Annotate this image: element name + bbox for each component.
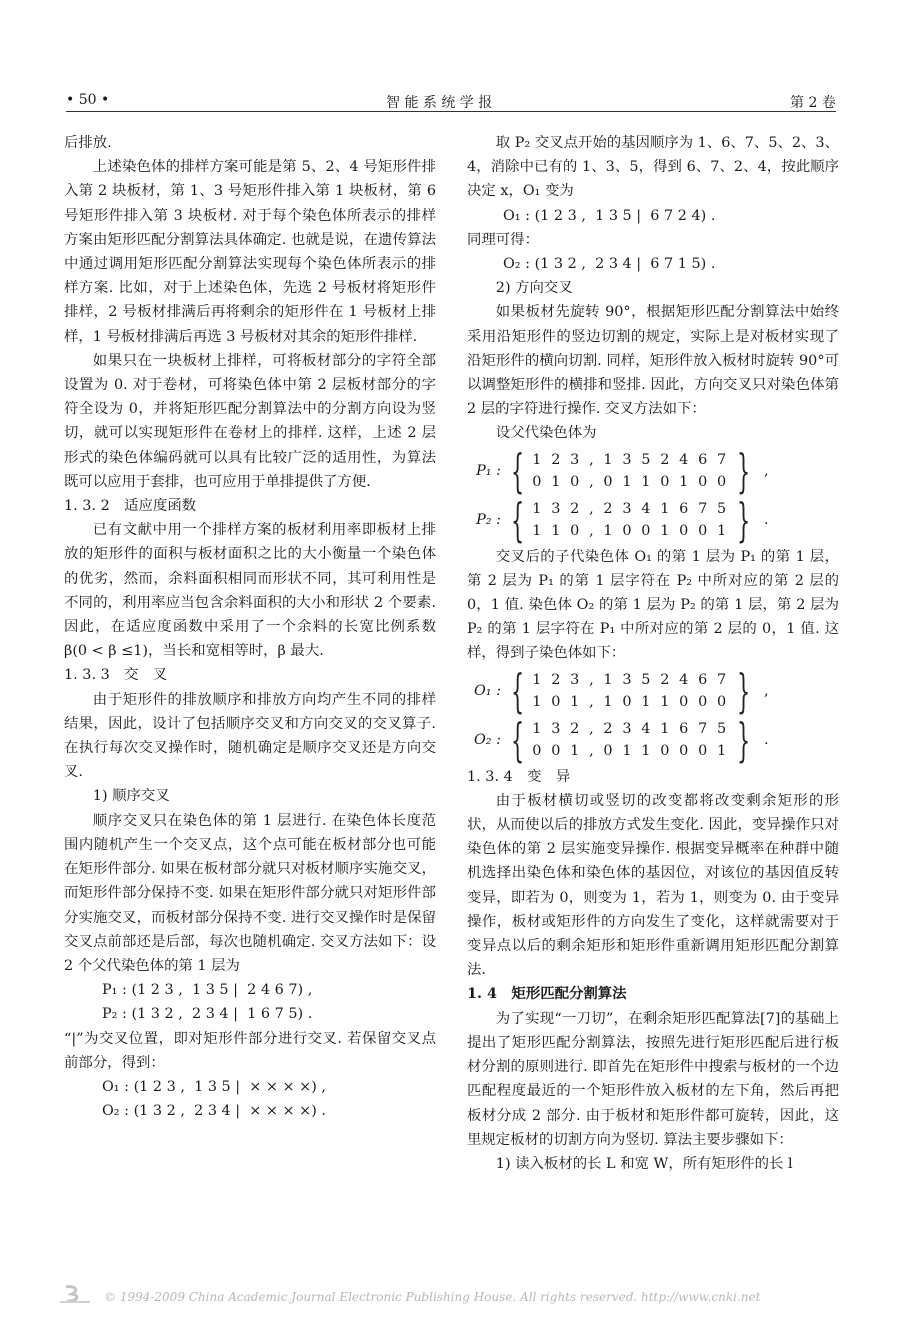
left-brace: { <box>511 712 525 767</box>
matrix-row: 1 1 0 , 1 0 0 1 0 0 1 <box>532 522 729 539</box>
right-brace: } <box>736 712 750 767</box>
section-heading: 1. 3. 3 交 叉 <box>64 667 168 684</box>
right-brace: } <box>736 663 750 718</box>
paragraph: 同理可得： <box>467 231 539 248</box>
matrix-label: O₂ : <box>474 731 501 748</box>
paragraph: 上述染色体的排样方案可能是第 5、2、4 号矩形件排入第 2 块板材，第 1、3 号矩形件排入第 1 块板材，第 6 号矩形件排入第 3 块板材. 对于每个染色体所表示的排样方案由矩形匹配分割算法具体确定. 也就是说，在遗传算法中通过调用矩形匹配分割算法实现每个染色体所表示的排样方案. 比如，对于上述染色体，先选 2 号板材将矩形件排样，2 号板材排满后再将剩余的矩形件在 1 号板材上排样，1 号板材排满后再选 3 号板材对其余的矩形件排样. <box>64 159 436 345</box>
matrix-row: 0 0 1 , 0 1 1 0 0 0 1 <box>532 742 729 759</box>
section-heading: 1. 3. 4 变 异 <box>467 768 571 785</box>
punctuation: . <box>764 511 769 528</box>
paragraph: 2) 方向交叉 <box>495 280 573 297</box>
right-brace: } <box>736 443 750 498</box>
journal-title: 智 能 系 统 学 报 <box>386 95 493 111</box>
formula: O₁ : (1 2 3 , 1 3 5 | × × × ×) , <box>102 1078 326 1095</box>
section-heading: 1. 3. 2 适应度函数 <box>64 498 197 515</box>
publisher-logo-icon <box>58 1284 92 1304</box>
formula: O₂ : (1 3 2 , 2 3 4 | 6 7 1 5) . <box>503 256 716 273</box>
right-brace: } <box>736 492 750 547</box>
matrix-row: 1 2 3 , 1 3 5 2 4 6 7 <box>532 451 729 468</box>
punctuation: , <box>764 682 769 699</box>
paragraph: 由于矩形件的排放顺序和排放方向均产生不同的排样结果，因此，设计了包括顺序交叉和方向交叉的交叉算子. 在执行每次交叉操作时，随机确定是顺序交叉还是方向交叉. <box>64 691 436 781</box>
paragraph: 如果板材先旋转 90°，根据矩形匹配分割算法中始终采用沿矩形件的竖边切割的规定，实际上是对板材实现了沿矩形件的横向切割. 同样，矩形件放入板材时旋转 90°可以调整矩形件的横排和竖排. 因此，方向交叉只对染色体第 2 层的字符进行操作. 交叉方法如下： <box>467 304 839 418</box>
volume-label: 第 2 卷 <box>790 95 836 111</box>
paragraph: 如果只在一块板材上排样，可将板材部分的字符全部设置为 0. 对于卷材，可将染色体中第 2 层板材部分的字符全设为 0，并将矩形匹配分割算法中的分割方向设为竖切，就可以实现矩形件在卷材上的排样. 这样，上述 2 层形式的染色体编码就可以具有比较广泛的适用性，为算法既可以应用于套排，也可应用于单排提供了方便. <box>64 352 436 490</box>
punctuation: , <box>764 462 769 479</box>
paragraph: 交叉后的子代染色体 O₁ 的第 1 层为 P₁ 的第 1 层，第 2 层为 P₁ 的第 1 层字符在 P₂ 中所对应的第 2 层的 0，1 值. 染色体 O₂ 的第 1 层为 P₂ 的第 1 层，第 2 层为 P₂ 的第 1 层字符在 P₁ 中所对应的第 2 层的 0，1 值. 这样，得到子染色体如下： <box>467 548 839 662</box>
header-rule <box>66 111 836 112</box>
paragraph: 1) 顺序交叉 <box>92 788 170 805</box>
section-heading: 1. 4 矩形匹配分割算法 <box>467 985 627 1003</box>
matrix-p1 <box>467 443 839 498</box>
page-number: • 50 • <box>66 92 110 108</box>
matrix-label: O₁ : <box>474 682 501 699</box>
matrix-row: 0 1 0 , 0 1 1 0 1 0 0 <box>532 473 729 490</box>
paragraph: 已有文献中用一个排样方案的板材利用率即板材上排放的矩形件的面积与板材面积之比的大小衡量一个染色体的优劣，然而，余料面积相同而形状不同，其可利用性是不同的，利用率应当包含余料面积的大小和形状 2 个要素. 因此，在适应度函数中采用了一个余料的长宽比例系数 β(0 < β ≤1)，当长和宽相等时，β 最大. <box>64 522 436 660</box>
matrix-o1 <box>467 663 839 718</box>
matrix-row: 1 2 3 , 1 3 5 2 4 6 7 <box>532 671 729 688</box>
formula: O₁ : (1 2 3 , 1 3 5 | 6 7 2 4) . <box>503 207 716 224</box>
matrix-label: P₂ : <box>476 511 501 528</box>
paragraph: 1) 读入板材的长 L 和宽 W，所有矩形件的长 l <box>495 1155 793 1172</box>
formula: O₂ : (1 3 2 , 2 3 4 | × × × ×) . <box>102 1103 326 1120</box>
matrix-row: 1 0 1 , 1 0 1 1 0 0 0 <box>532 693 729 710</box>
punctuation: . <box>764 731 769 748</box>
paragraph: 后排放. <box>64 135 112 151</box>
paragraph: 由于板材横切或竖切的改变都将改变剩余矩形的形状，从而使以后的排放方式发生变化. 因此，变异操作只对染色体的第 2 层实施变异操作. 根据变异概率在种群中随机选择出染色体和染色体的基因位，对该位的基因值反转变异，即若为 0，则变为 1，若为 1，则变为 0. 由于变异操作，板材或矩形件的方向发生了变化，这样就需要对于变异点以后的剩余矩形和矩形件重新调用矩形匹配分割算法. <box>467 792 839 979</box>
paragraph: 设父代染色体为 <box>495 425 597 442</box>
formula: P₁ : (1 2 3 , 1 3 5 | 2 4 6 7) , <box>102 982 313 999</box>
right-column <box>467 131 839 1176</box>
left-brace: { <box>511 663 525 718</box>
left-column <box>64 131 436 1123</box>
formula: P₂ : (1 3 2 , 2 3 4 | 1 6 7 5) . <box>102 1006 313 1023</box>
copyright-footer: © 1994-2009 China Academic Journal Electronic Publishing House. All rights reserved. http://www.cnki.net <box>104 1290 761 1304</box>
paragraph: “|”为交叉位置，即对矩形件部分进行交叉. 若保留交叉点前部分，得到： <box>64 1030 436 1071</box>
left-brace: { <box>511 492 525 547</box>
matrix-row: 1 3 2 , 2 3 4 1 6 7 5 <box>532 720 729 737</box>
left-brace: { <box>511 443 525 498</box>
paragraph: 为了实现“一刀切”，在剩余矩形匹配算法[7]的基础上提出了矩形匹配分割算法，按照先进行矩形匹配后进行板材分割的原则进行. 即首先在矩形件中搜索与板材的一个边匹配程度最近的一个矩形件放入板材的左下角，然后再把板材分成 2 部分. 由于板材和矩形件都可旋转，因此，这里规定板材的切割方向为竖切. 算法主要步骤如下： <box>467 1010 839 1148</box>
matrix-o2 <box>467 712 839 767</box>
matrix-p2 <box>467 492 839 547</box>
matrix-row: 1 3 2 , 2 3 4 1 6 7 5 <box>532 500 729 517</box>
matrix-label: P₁ : <box>476 462 501 479</box>
paragraph: 取 P₂ 交叉点开始的基因顺序为 1、6、7、5、2、3、4，消除中已有的 1、3、5，得到 6、7、2、4，按此顺序决定 x，O₁ 变为 <box>467 135 839 200</box>
paragraph: 顺序交叉只在染色体的第 1 层进行. 在染色体长度范围内随机产生一个交叉点，这个点可能在板材部分也可能在矩形件部分. 如果在板材部分就只对板材顺序实施交叉，而矩形件部分保持不变. 如果在矩形件部分就只对矩形件部分实施交叉，而板材部分保持不变. 进行交叉操作时是保留交叉点前部还是后部，每次也随机确定. 交叉方法如下：设 2 个父代染色体的第 1 层为 <box>64 812 436 974</box>
